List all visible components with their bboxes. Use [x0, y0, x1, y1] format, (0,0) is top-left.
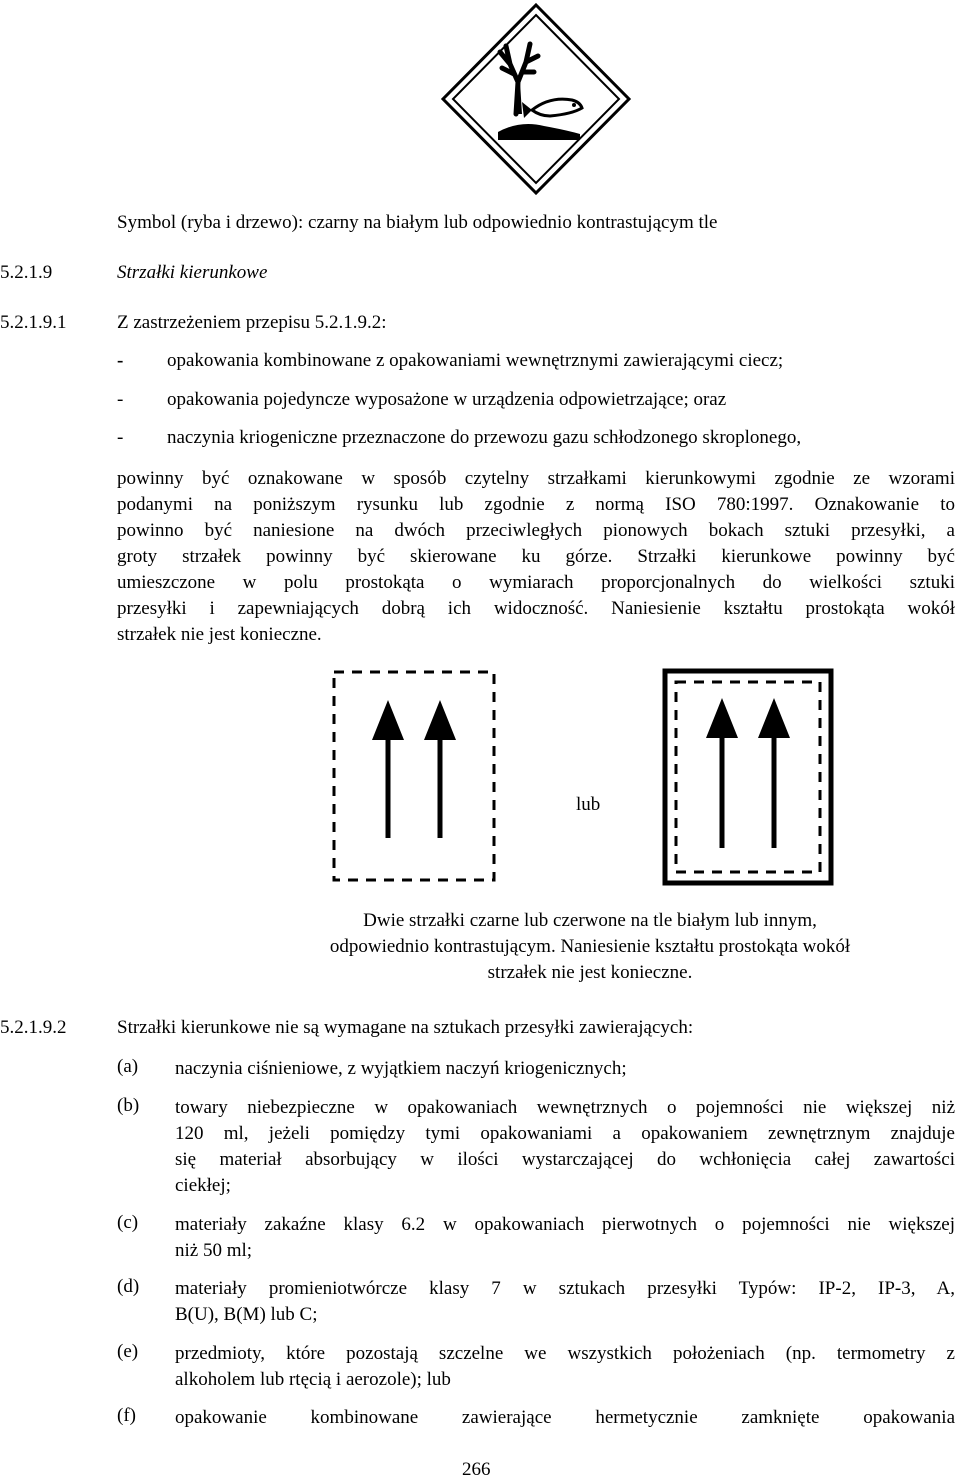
figure-separator: lub: [576, 794, 601, 815]
paragraph-line: przesyłki i zapewniających dobrą ich widoczność. Naniesienie kształtu prostokąta wokół: [117, 598, 955, 619]
list-item-line: przedmioty, które pozostają szczelne we wszystkich położeniach (np. termometry z: [175, 1343, 955, 1364]
subsection-number-1: 5.2.1.9.1: [0, 312, 67, 333]
list-item-line: materiały zakaźne klasy 6.2 w opakowaniach pierwotnych o pojemności nie większej: [175, 1214, 955, 1235]
two-up-arrows-solid-frame-icon: [662, 668, 834, 886]
bullet-text: naczynia kriogeniczne przeznaczone do przewozu gazu schłodzonego skroplonego,: [167, 427, 802, 448]
page-number: 266: [462, 1459, 491, 1480]
environmental-hazard-fish-tree-icon: [440, 2, 632, 196]
figure-caption-line: strzałek nie jest konieczne.: [487, 962, 693, 983]
list-item-label: (c): [117, 1212, 139, 1233]
subsection-intro-1: Z zastrzeżeniem przepisu 5.2.1.9.2:: [117, 312, 387, 333]
paragraph-line: powinno być naniesione na dwóch przeciwległych pionowych bokach sztuki przesyłki, a: [117, 520, 955, 541]
section-title: Strzałki kierunkowe: [117, 262, 268, 283]
list-item: [175, 1341, 955, 1393]
section-number: 5.2.1.9: [0, 262, 53, 283]
subsection-number-2: 5.2.1.9.2: [0, 1017, 67, 1038]
figure-caption-line: odpowiednio kontrastującym. Naniesienie kształtu prostokąta wokół: [329, 936, 851, 957]
list-item: [175, 1095, 955, 1199]
list-item-line: B(U), B(M) lub C;: [175, 1304, 318, 1325]
list-item-line: materiały promieniotwórcze klasy 7 w sztukach przesyłki Typów: IP-2, IP-3, A,: [175, 1278, 955, 1299]
list-item-label: (e): [117, 1341, 139, 1362]
list-item-line: niż 50 ml;: [175, 1240, 253, 1261]
paragraph-line: umieszczone w polu prostokąta o wymiarach proporcjonalnych do wielkości sztuki: [117, 572, 955, 593]
figure-caption: [250, 908, 930, 986]
paragraph-line: powinny być oznakowane w sposób czytelny strzałkami kierunkowymi zgodnie ze wzorami: [117, 468, 955, 489]
list-item: [175, 1056, 955, 1082]
bullet-text: opakowania kombinowane z opakowaniami wewnętrznymi zawierającymi ciecz;: [167, 350, 784, 371]
subsection-intro-2: Strzałki kierunkowe nie są wymagane na sztukach przesyłki zawierających:: [117, 1017, 694, 1038]
list-item: [175, 1405, 955, 1431]
list-item-line: 120 ml, jeżeli pomiędzy tymi opakowaniami a opakowaniem zewnętrznym znajduje: [175, 1123, 955, 1144]
sub1-paragraph: [117, 466, 955, 648]
list-item-line: opakowanie kombinowane zawierające hermetycznie zamknięte opakowania: [175, 1407, 955, 1428]
list-item-line: naczynia ciśnieniowe, z wyjątkiem naczyń kriogenicznych;: [175, 1058, 627, 1079]
list-item: [175, 1212, 955, 1264]
list-item: [175, 1276, 955, 1328]
list-item-line: się materiał absorbujący w ilości wystarczającej do wchłonięcia całej zawartości: [175, 1149, 955, 1170]
paragraph-line: groty strzałek powinny być skierowane ku górze. Strzałki kierunkowe powinny być: [117, 546, 955, 567]
list-item-line: towary niebezpieczne w opakowaniach wewnętrznych o pojemności nie większej niż: [175, 1097, 955, 1118]
bullet-dash: -: [117, 389, 124, 410]
list-item-label: (b): [117, 1095, 140, 1116]
bullet-dash: -: [117, 427, 124, 448]
list-item-label: (d): [117, 1276, 140, 1297]
list-item-label: (f): [117, 1405, 136, 1426]
bullet-text: opakowania pojedyncze wyposażone w urządzenia odpowietrzające; oraz: [167, 389, 727, 410]
figure-caption-line: Dwie strzałki czarne lub czerwone na tle białym lub innym,: [363, 910, 817, 931]
symbol-caption: Symbol (ryba i drzewo): czarny na białym lub odpowiednio kontrastującym tle: [117, 212, 718, 233]
list-item-label: (a): [117, 1056, 139, 1077]
list-item-line: ciekłej;: [175, 1175, 231, 1196]
paragraph-line: strzałek nie jest konieczne.: [117, 624, 322, 645]
paragraph-line: podanymi na poniższym rysunku lub zgodnie z normą ISO 780:1997. Oznakowanie to: [117, 494, 955, 515]
bullet-dash: -: [117, 350, 124, 371]
list-item-line: alkoholem lub rtęcią i aerozole); lub: [175, 1369, 451, 1390]
two-up-arrows-dashed-frame-icon: [330, 668, 498, 884]
